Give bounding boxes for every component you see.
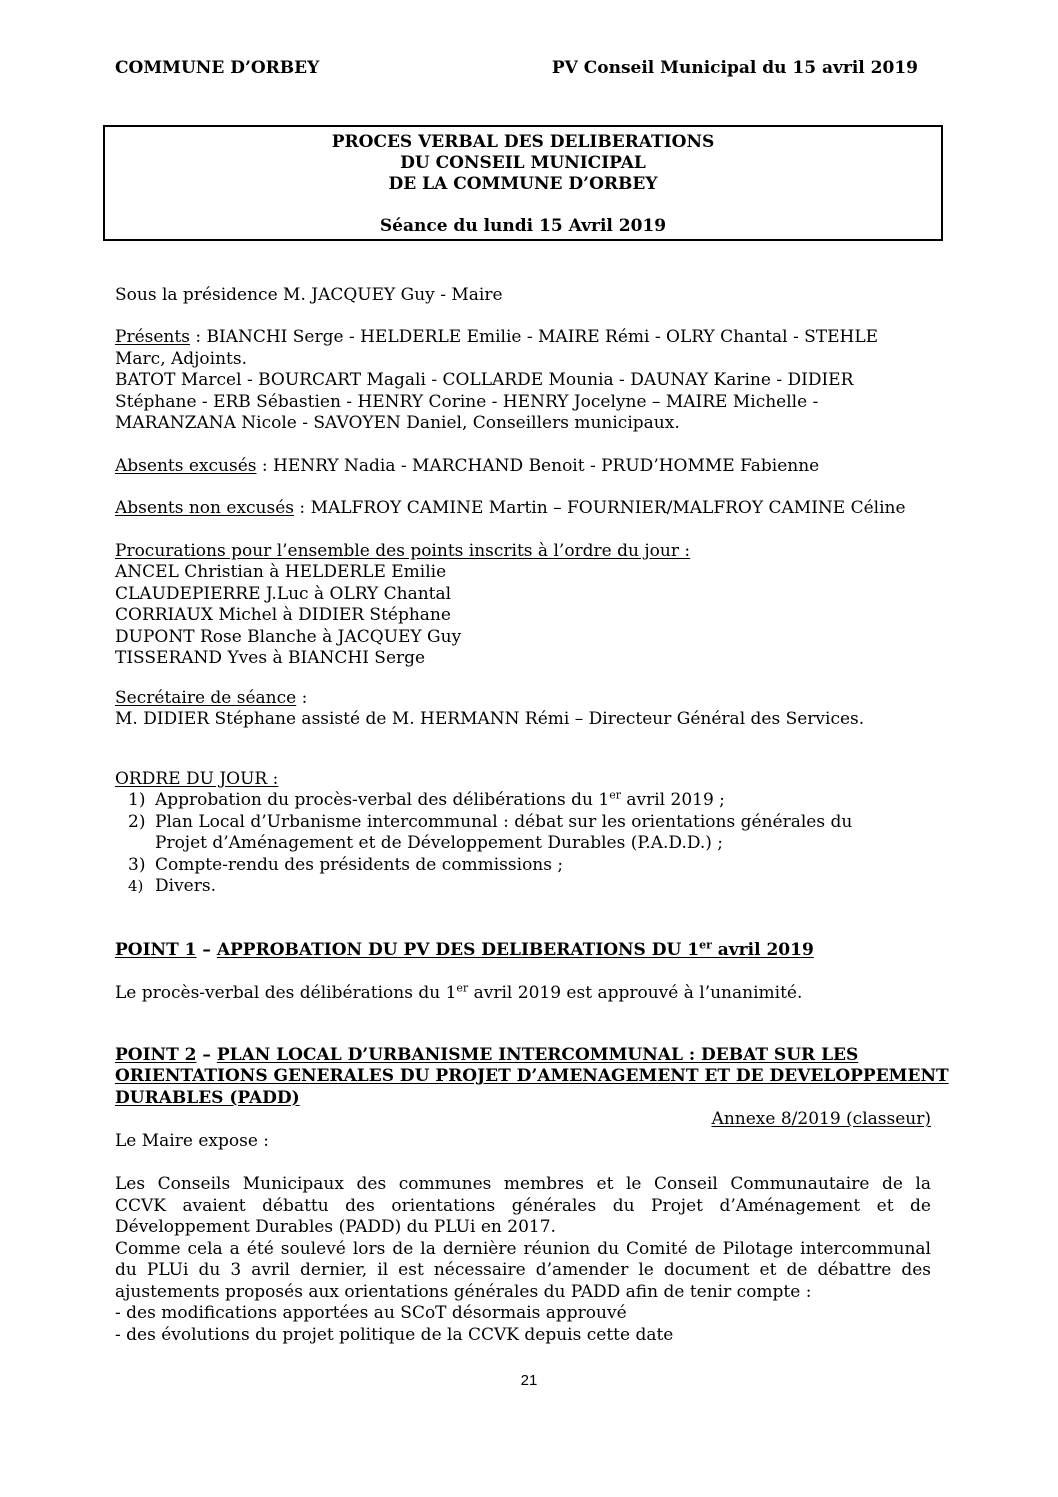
absents-excuses-label: Absents excusés (115, 455, 257, 476)
point1-dash: – (196, 939, 217, 960)
point2-paragraph-2 (115, 1239, 931, 1304)
ordre-item-1-text: Approbation du procès-verbal des délibérations du 1er avril 2019 ; (155, 788, 725, 810)
absents-excuses-separator: : (256, 455, 274, 476)
absents-non-excuses-separator: : (294, 498, 311, 518)
point2-paragraph-1 (115, 1174, 931, 1239)
annexe-reference: Annexe 8/2019 (classeur) (711, 1109, 931, 1129)
absents-non-excuses-label: Absents non excusés (115, 498, 295, 518)
session-date: Séance du lundi 15 Avril 2019 (379, 215, 667, 236)
para2-line-1: Comme cela a été soulevé lors de la dernière réunion du Comité de Pilotage intercommunal (115, 1238, 931, 1259)
presidence-line: Sous la présidence M. JACQUEY Guy - Maire (115, 284, 503, 305)
procuration-line-1: ANCEL Christian à HELDERLE Emilie (115, 562, 447, 582)
absents-non-excuses-names: MALFROY CAMINE Martin – FOURNIER/MALFROY CAMINE Céline (310, 498, 906, 518)
point2-heading-line-3: DURABLES (PADD) (115, 1087, 300, 1108)
presents-line-3: BATOT Marcel - BOURCART Magali - COLLARDE Mounia - DAUNAY Karine - DIDIER (115, 370, 854, 390)
maire-expose-line: Le Maire expose : (115, 1130, 270, 1151)
presents-separator: : (189, 327, 207, 347)
ordre-item-1-number: 1) (128, 790, 146, 810)
para1-line-3: Développement Durables (PADD) du PLUi en 2017. (115, 1217, 556, 1237)
header-pv-title: PV Conseil Municipal du 15 avril 2019 (551, 58, 918, 78)
para1-line-2: CCVK avaient débattu des orientations générales du Projet d’Aménagement et de (115, 1195, 931, 1216)
title-line-2: DU CONSEIL MUNICIPAL (400, 152, 646, 173)
procuration-line-2: CLAUDEPIERRE J.Luc à OLRY Chantal (115, 583, 452, 604)
presents-names-1: BIANCHI Serge - HELDERLE Emilie - MAIRE Rémi - OLRY Chantal - STEHLE (206, 327, 879, 347)
title-line-1: PROCES VERBAL DES DELIBERATIONS (331, 131, 715, 152)
ordre-item-4-text: Divers. (155, 876, 216, 896)
ordre-du-jour-heading: ORDRE DU JOUR : (115, 768, 279, 789)
point1-label: POINT 1 (115, 939, 197, 960)
absents-excuses-names: HENRY Nadia - MARCHAND Benoit - PRUD’HOMME Fabienne (273, 455, 820, 476)
point2-dash: – (196, 1044, 217, 1065)
header-commune: COMMUNE D’ORBEY (115, 58, 320, 78)
presents-label: Présents (115, 327, 190, 347)
presents-line-1 (115, 327, 931, 349)
ordre-item-4-number: 4) (128, 877, 144, 895)
ordre-item-2-text: Plan Local d’Urbanisme intercommunal : débat sur les orientations générales du Projet d’Aménagement et de Développement Durables (P.A.D.D.) ; (155, 811, 853, 853)
ordre-item-3-text: Compte-rendu des présidents de commissions ; (155, 854, 564, 875)
page-header (115, 58, 931, 80)
procurations-heading: Procurations pour l’ensemble des points inscrits à l’ordre du jour : (115, 540, 691, 561)
title-box-spacer (105, 195, 941, 216)
point2-heading-line-2: ORIENTATIONS GENERALES DU PROJET D’AMENAGEMENT ET DE DEVELOPPEMENT (115, 1066, 949, 1086)
absents-non-excuses-line (115, 498, 931, 520)
title-line-3: DE LA COMMUNE D’ORBEY (388, 173, 658, 194)
procuration-line-4: DUPONT Rose Blanche à JACQUEY Guy (115, 626, 462, 647)
secretaire-colon: : (296, 687, 308, 708)
presents-line-5: MARANZANA Nicole - SAVOYEN Daniel, Conseillers municipaux. (115, 413, 680, 433)
point2-section (115, 1044, 949, 1153)
presents-line-2: Marc, Adjoints. (115, 348, 248, 369)
secretaire-section (115, 688, 931, 731)
presents-section (115, 327, 931, 435)
procurations-section (115, 541, 931, 670)
procuration-line-5: TISSERAND Yves à BIANCHI Serge (115, 648, 426, 668)
point2-heading-line-1: POINT 2 – PLAN LOCAL D’URBANISME INTERCOMMUNAL : DEBAT SUR LES (115, 1044, 859, 1065)
ordre-item-3 (128, 855, 931, 877)
ordre-du-jour-list (115, 790, 931, 898)
ordre-item-4 (128, 876, 931, 898)
ordre-item-2 (128, 812, 931, 855)
page-number: 21 (520, 1372, 538, 1389)
secretaire-label: Secrétaire de séance (115, 687, 297, 708)
point2-label: POINT 2 (115, 1044, 197, 1065)
bullet-modifications: - des modifications apportées au SCoT désormais approuvé (115, 1303, 627, 1323)
secretaire-names: M. DIDIER Stéphane assisté de M. HERMANN Rémi – Directeur Général des Services. (115, 709, 865, 729)
point1-body: Le procès-verbal des délibérations du 1er avril 2019 est approuvé à l’unanimité. (115, 981, 803, 1003)
ordre-item-2-number: 2) (128, 811, 146, 832)
absents-excuses-line (115, 456, 931, 478)
para2-line-3: ajustements proposés aux orientations générales du PADD afin de tenir compte : (115, 1281, 812, 1302)
bullet-evolutions: - des évolutions du projet politique de la CCVK depuis cette date (115, 1324, 674, 1345)
ordre-item-3-number: 3) (128, 854, 146, 875)
para1-line-1: Les Conseils Municipaux des communes membres et le Conseil Communautaire de la (115, 1174, 931, 1194)
secretaire-heading (115, 688, 931, 710)
para2-line-2: du PLUi du 3 avril dernier, il est nécessaire d’amender le document et de débattre des (115, 1260, 931, 1280)
point1-title: APPROBATION DU PV DES DELIBERATIONS DU 1er avril 2019 (216, 937, 814, 960)
title-box (103, 125, 943, 241)
point2-bullet-list (115, 1303, 931, 1346)
ordre-item-1 (128, 790, 931, 812)
procuration-line-3: CORRIAUX Michel à DIDIER Stéphane (115, 605, 451, 625)
ordre-du-jour-section (115, 769, 931, 898)
presents-line-4: Stéphane - ERB Sébastien - HENRY Corine - HENRY Jocelyne – MAIRE Michelle - (115, 391, 819, 412)
point1-heading (115, 937, 931, 962)
